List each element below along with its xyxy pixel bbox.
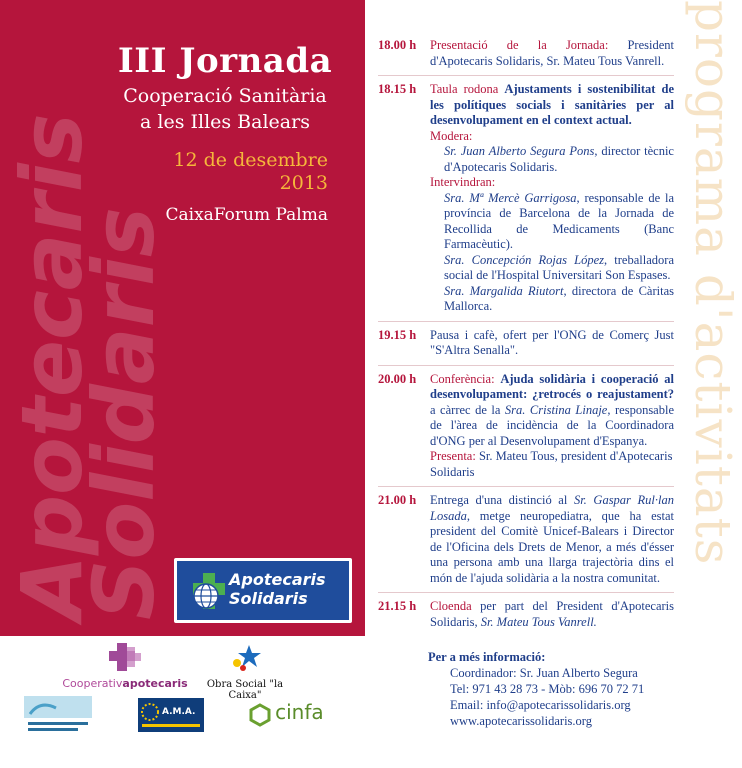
email-link[interactable]: Email: info@apotecarissolidaris.org bbox=[450, 698, 631, 712]
cooperativa-cross-icon bbox=[105, 641, 145, 673]
colegio-icon bbox=[24, 696, 92, 734]
coordinator: Coordinador: Sr. Juan Alberto Segura bbox=[450, 666, 638, 680]
event-title bbox=[100, 40, 350, 134]
left-panel bbox=[0, 0, 365, 768]
cinfa-hexagon-icon bbox=[250, 704, 270, 726]
info-heading: Per a més informació: bbox=[428, 650, 546, 664]
date-line-1: 12 de desembre bbox=[173, 149, 328, 171]
cooperativa-apotecaris-logo: Cooperativapotecaris bbox=[60, 641, 190, 690]
brand-word-2: Solidaris bbox=[75, 207, 173, 620]
ama-logo bbox=[138, 698, 204, 732]
colegio-farmaceuticos-logo bbox=[24, 696, 92, 734]
schedule-item-2100: 21.00 h Entrega d'una distinció al Sr. Gaspar Rul·lan Losada, metge neuropediatra, que ha estat president del Comitè Unicef-Balears i Director de l'Oficina dels Drets de Menor, a més d'ésser una persona amb una llarga trajectòria dins el món de l'ajuda solidària a la nostra comunitat. bbox=[378, 493, 674, 593]
time: 19.15 h bbox=[378, 327, 417, 342]
time: 21.15 h bbox=[378, 599, 417, 613]
vertical-brand-text bbox=[3, 113, 173, 620]
schedule-item-2115: 21.15 h Cloenda per part del President d'Apotecaris Solidaris, Sr. Mateu Tous Vanrell. bbox=[378, 599, 674, 629]
event-date bbox=[173, 149, 328, 195]
time: 18.00 h bbox=[378, 38, 417, 52]
schedule bbox=[378, 38, 674, 642]
la-caixa-logo: Obra Social "la Caixa" bbox=[195, 643, 295, 701]
schedule-item-1915: 19.15 h Pausa i cafè, ofert per l'ONG de Comerç Just "S'Altra Senalla". bbox=[378, 328, 674, 366]
title-line-1: III Jornada bbox=[117, 41, 333, 81]
logo-text: Apotecaris Solidaris bbox=[229, 570, 326, 608]
apotecaris-logo bbox=[174, 558, 352, 623]
globe-cross-icon bbox=[189, 571, 229, 611]
event-venue: CaixaForum Palma bbox=[165, 205, 328, 225]
time: 20.00 h bbox=[378, 371, 417, 386]
svg-text:A.M.A.: A.M.A. bbox=[162, 707, 196, 717]
schedule-item-1815: 18.15 h Taula rodona Ajustaments i sostenibilitat de les polítiques socials i sanitàries per al desenvolupament en el context actual. Modera: Sr. Juan Alberto Segura Pons, director tècnic d'Apotecaris Solidaris. Intervindran: Sra. Mª Mercè Garrigosa, responsable de la província de Barcelona de la Jornada de Recollida de Medicaments (Banc Farmacèutic). Sra. Concepción Rojas López, treballadora social de l'Hospital Universitari Son Espases. Sra. Margalida Riutort, directora de Càritas Mallorca. bbox=[378, 82, 674, 322]
schedule-item-2000: 20.00 h Conferència: Ajuda solidària i cooperació al desenvolupament: ¿retrocés o reajustament? a càrrec de la Sra. Cristina Linaje, responsable de l'àrea de incidència de la Coordinadora d'ONG per al Desenvolupament d'Espanya. Presenta: Sr. Mateu Tous, president d'Apotecaris Solidaris bbox=[378, 372, 674, 488]
website-link[interactable]: www.apotecarissolidaris.org bbox=[450, 714, 592, 728]
title-line-2: Cooperació Sanitària bbox=[123, 85, 327, 107]
ama-icon bbox=[138, 698, 204, 732]
caixa-star-icon bbox=[225, 643, 265, 673]
cinfa-logo: cinfa bbox=[250, 700, 324, 726]
brand-word-1: Apotecaris bbox=[3, 113, 101, 620]
phone: Tel: 971 43 28 73 - Mòb: 696 70 72 71 bbox=[450, 682, 645, 696]
time: 18.15 h bbox=[378, 82, 417, 96]
date-line-2: 2013 bbox=[279, 172, 328, 194]
vertical-program-title: programa d'activitats bbox=[684, 0, 742, 566]
time: 21.00 h bbox=[378, 493, 417, 507]
contact-info bbox=[428, 649, 688, 729]
title-line-3: a les Illes Balears bbox=[140, 111, 310, 133]
schedule-item-1800: 18.00 h Presentació de la Jornada: President d'Apotecaris Solidaris, Sr. Mateu Tous Vanrell. bbox=[378, 38, 674, 76]
